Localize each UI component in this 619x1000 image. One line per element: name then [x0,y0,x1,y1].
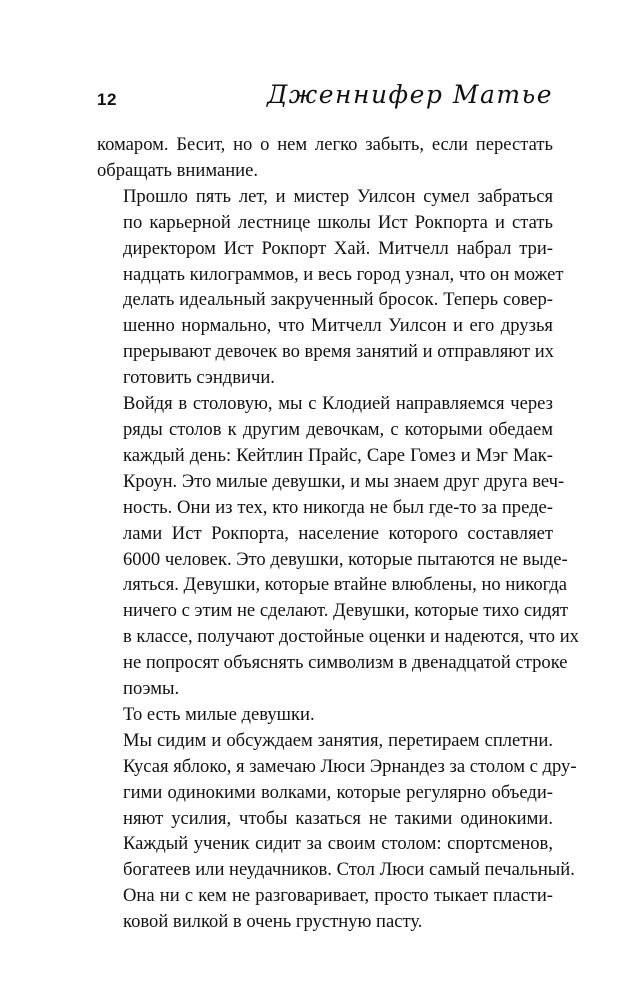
paragraph [97,728,577,935]
text-line: ляться. Девушки, которые втайне влюблены, но никогда [123,574,568,596]
text-line: прерывают девочек во время занятий и отправляют их [123,341,554,363]
text-line: ковой вилкой в очень грустную пасту. [123,911,423,933]
text-line: делать идеальный закрученный бросок. Теперь совер- [123,289,553,311]
text-line: надцать килограммов, и весь город узнал, что он может [123,263,564,285]
text-line: няют усилия, чтобы казаться не такими одинокими. [123,807,553,829]
text-line: шенно нормально, что Митчелл Уилсон и его друзья [123,315,553,337]
paragraph [97,702,553,728]
text-line: Мы сидим и обсуждаем занятия, перетираем сплетни. [123,729,553,751]
paragraph [97,184,564,391]
text-line: комаром. Бесит, но о нем легко забыть, если перестать [97,134,553,155]
page-number: 12 [97,90,117,109]
text-line: гими одинокими волками, которые регулярно объеди- [123,781,553,803]
text-line: каждый день: Кейтлин Прайс, Саре Гомез и Мэг Мак- [123,444,553,466]
text-line: То есть милые девушки. [123,703,315,725]
paragraph [97,391,579,702]
text-line: Прошло пять лет, и мистер Уилсон сумел забраться [123,185,553,207]
text-line: поэмы. [123,678,180,700]
text-line: Каждый ученик сидит за своим столом: спортсменов, [123,833,553,855]
text-line: директором Ист Рокпорт Хай. Митчелл набрал три- [123,237,553,259]
text-line: ность. Они из тех, кто никогда не был где-то за преде- [123,496,553,518]
text-line: Кусая яблоко, я замечаю Люси Эрнандез за столом с дру- [123,755,577,777]
text-line: по карьерной лестнице школы Ист Рокпорта и стать [123,211,553,233]
text-line: готовить сэндвичи. [123,367,275,389]
paragraph [97,132,553,184]
text-line: в классе, получают достойные оценки и надеются, что их [123,626,579,648]
text-line: богатеев или неудачников. Стол Люси самый печальный. [123,859,575,881]
text-line: Она ни с кем не разговаривает, просто тыкает пласти- [123,885,553,907]
text-line: не попросят объяснять символизм в двенадцатой строке [123,652,568,674]
text-line: Кроун. Это милые девушки, и мы знаем друг друга веч- [123,470,565,492]
text-line: 6000 человек. Это девушки, которые пытаются не выде- [123,548,568,570]
body-text [97,132,579,935]
text-line: лами Ист Рокпорта, население которого составляет [123,522,553,544]
running-title-author: Дженнифер Матье [266,80,553,109]
text-line: ряды столов к другим девочкам, с которыми обедаем [123,418,553,440]
text-line: обращать внимание. [97,159,259,181]
running-header [97,80,553,126]
text-line: Войдя в столовую, мы с Клодией направляемся через [123,393,553,415]
text-line: ничего с этим не сделают. Девушки, которые тихо сидят [123,600,569,622]
